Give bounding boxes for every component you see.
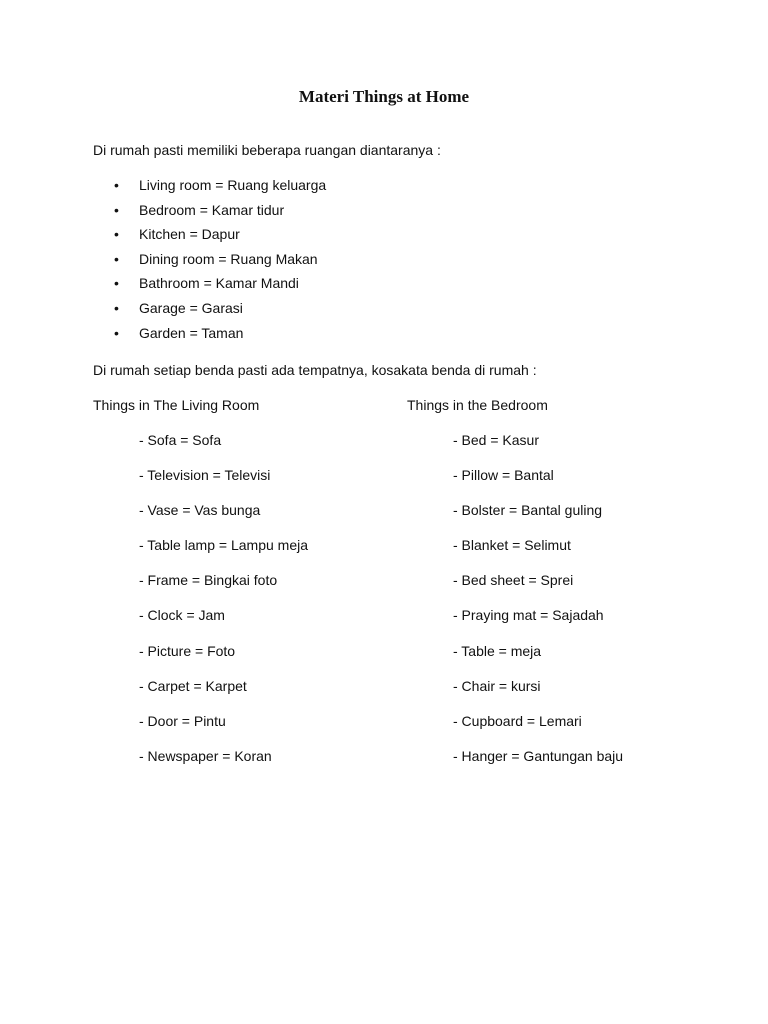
list-item: - Bed = Kasur: [453, 432, 539, 448]
room-name: Kitchen = Dapur: [139, 226, 240, 243]
list-item: - Chair = kursi: [453, 677, 541, 694]
living-room-heading: Things in The Living Room: [93, 397, 260, 413]
room-name: Bedroom = Kamar tidur: [139, 201, 285, 218]
room-name: Garden = Taman: [139, 324, 244, 341]
list-item: - Picture = Foto: [139, 642, 236, 659]
list-item: - Pillow = Bantal: [453, 467, 554, 484]
bedroom-heading: Things in the Bedroom: [407, 397, 548, 413]
list-item: - Bolster = Bantal guling: [453, 502, 603, 519]
living-room-list: [139, 431, 308, 782]
list-item: - Vase = Vas bunga: [139, 502, 261, 519]
room-name: Dining room = Ruang Makan: [139, 250, 318, 267]
list-item: - Praying mat = Sajadah: [453, 607, 604, 624]
things-intro-text: Di rumah setiap benda pasti ada tempatnya, kosakata benda di rumah :: [93, 362, 537, 378]
bullet-icon: •: [114, 250, 119, 267]
bullet-icon: •: [114, 324, 119, 341]
page-title: Materi Things at Home: [298, 87, 470, 106]
list-item: - Hanger = Gantungan baju: [453, 747, 624, 764]
list-item: - Sofa = Sofa: [139, 432, 222, 448]
list-item: - Newspaper = Koran: [139, 747, 272, 764]
list-item: - Table = meja: [453, 642, 542, 659]
list-item: - Television = Televisi: [139, 467, 271, 484]
rooms-intro-text: Di rumah pasti memiliki beberapa ruangan diantaranya :: [93, 142, 441, 158]
room-name: Garage = Garasi: [139, 299, 243, 316]
bullet-icon: •: [114, 275, 119, 292]
bullet-icon: •: [114, 226, 119, 243]
bullet-icon: •: [114, 201, 119, 218]
list-item: - Clock = Jam: [139, 607, 225, 624]
list-item: - Bed sheet = Sprei: [453, 572, 574, 589]
room-name: Bathroom = Kamar Mandi: [139, 275, 299, 292]
list-item: - Cupboard = Lemari: [453, 712, 582, 729]
list-item: - Door = Pintu: [139, 712, 226, 729]
bedroom-list: [453, 431, 623, 782]
list-item: - Carpet = Karpet: [139, 677, 247, 694]
list-item: - Frame = Bingkai foto: [139, 572, 278, 589]
bullet-icon: •: [114, 299, 119, 316]
bullet-icon: •: [114, 177, 119, 193]
list-item: - Blanket = Selimut: [453, 537, 571, 554]
room-name: Living room = Ruang keluarga: [139, 177, 327, 193]
list-item: - Table lamp = Lampu meja: [139, 537, 308, 554]
